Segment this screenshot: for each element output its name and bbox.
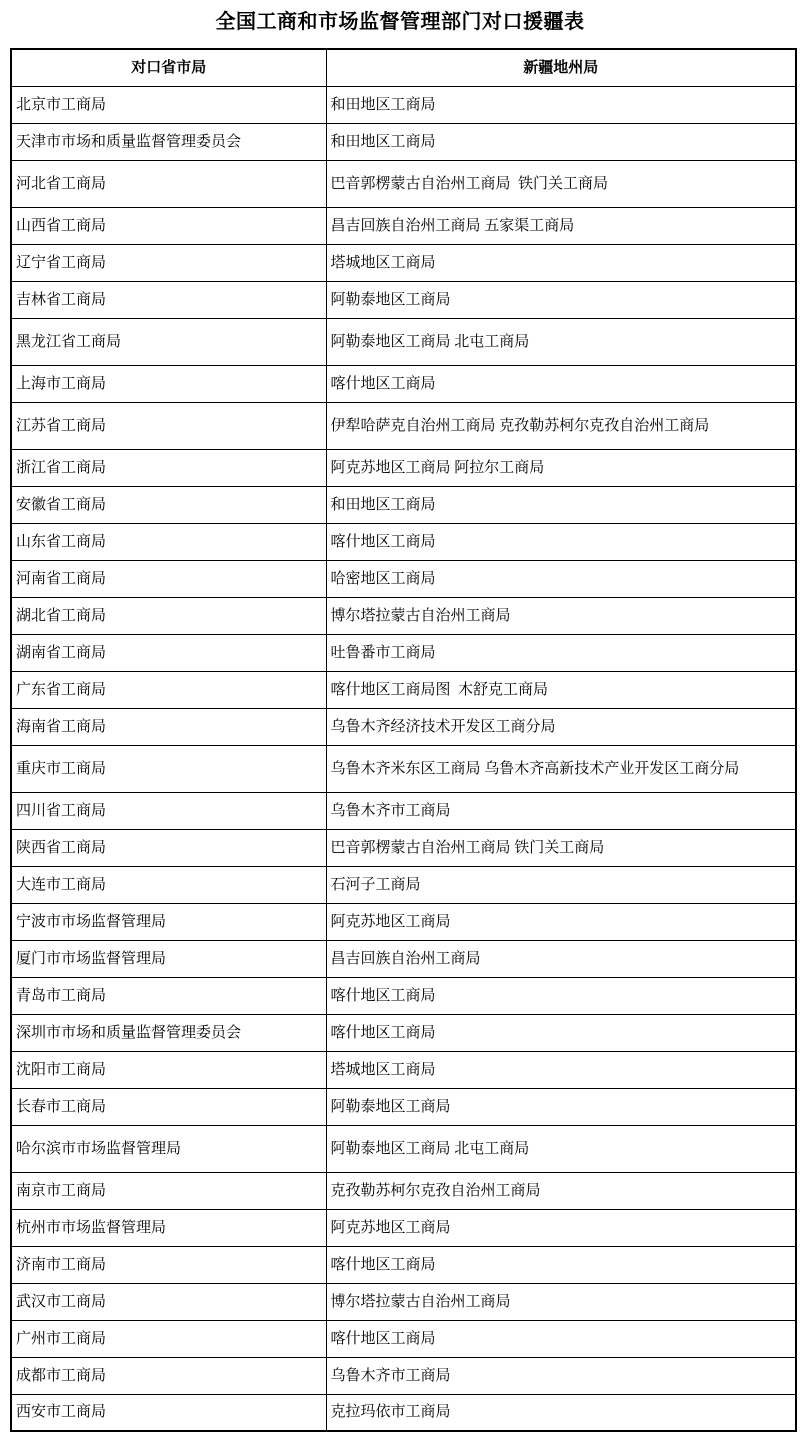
table-row [11,86,796,123]
province-bureau-cell: 长春市工商局 [11,1088,326,1125]
table-row [11,1172,796,1209]
xinjiang-bureau-cell: 博尔塔拉蒙古自治州工商局 [326,597,796,634]
table-row [11,207,796,244]
table-row [11,597,796,634]
header-row [11,49,796,86]
table-row [11,792,796,829]
xinjiang-bureau-cell: 喀什地区工商局 [326,1320,796,1357]
xinjiang-bureau-cell: 巴音郭楞蒙古自治州工商局 铁门关工商局 [326,829,796,866]
province-bureau-cell: 吉林省工商局 [11,281,326,318]
province-bureau-cell: 天津市市场和质量监督管理委员会 [11,123,326,160]
xinjiang-bureau-cell: 阿勒泰地区工商局 [326,1088,796,1125]
province-bureau-cell: 黑龙江省工商局 [11,318,326,365]
table-row [11,1357,796,1394]
xinjiang-bureau-cell: 喀什地区工商局 [326,1014,796,1051]
xinjiang-bureau-cell: 哈密地区工商局 [326,560,796,597]
table-row [11,866,796,903]
province-bureau-cell: 北京市工商局 [11,86,326,123]
table-row [11,402,796,449]
province-bureau-cell: 广州市工商局 [11,1320,326,1357]
province-bureau-cell: 上海市工商局 [11,365,326,402]
table-row [11,903,796,940]
table-header [11,49,796,86]
province-bureau-cell: 深圳市市场和质量监督管理委员会 [11,1014,326,1051]
xinjiang-bureau-cell: 和田地区工商局 [326,123,796,160]
table-row [11,365,796,402]
xinjiang-bureau-cell: 克拉玛依市工商局 [326,1394,796,1431]
xinjiang-bureau-cell: 昌吉回族自治州工商局 [326,940,796,977]
xinjiang-bureau-cell: 乌鲁木齐米东区工商局 乌鲁木齐高新技术产业开发区工商分局 [326,745,796,792]
xinjiang-bureau-cell: 阿克苏地区工商局 [326,1209,796,1246]
xinjiang-bureau-cell: 博尔塔拉蒙古自治州工商局 [326,1283,796,1320]
province-bureau-cell: 湖北省工商局 [11,597,326,634]
xinjiang-bureau-cell: 和田地区工商局 [326,486,796,523]
table-row [11,281,796,318]
province-bureau-cell: 成都市工商局 [11,1357,326,1394]
table-row [11,1014,796,1051]
province-bureau-cell: 沈阳市工商局 [11,1051,326,1088]
province-bureau-cell: 四川省工商局 [11,792,326,829]
table-row [11,1051,796,1088]
pairing-table [10,48,797,1432]
xinjiang-bureau-cell: 乌鲁木齐市工商局 [326,792,796,829]
table-row [11,745,796,792]
xinjiang-bureau-cell: 喀什地区工商局 [326,1246,796,1283]
xinjiang-bureau-cell: 喀什地区工商局 [326,523,796,560]
province-bureau-cell: 重庆市工商局 [11,745,326,792]
table-body [11,86,796,1431]
header-province-bureau: 对口省市局 [11,49,326,86]
page-title: 全国工商和市场监督管理部门对口援疆表 [215,11,585,33]
xinjiang-bureau-cell: 阿克苏地区工商局 [326,903,796,940]
table-row [11,1283,796,1320]
province-bureau-cell: 安徽省工商局 [11,486,326,523]
table-row [11,977,796,1014]
xinjiang-bureau-cell: 乌鲁木齐市工商局 [326,1357,796,1394]
province-bureau-cell: 杭州市市场监督管理局 [11,1209,326,1246]
province-bureau-cell: 山西省工商局 [11,207,326,244]
table-row [11,1125,796,1172]
province-bureau-cell: 广东省工商局 [11,671,326,708]
province-bureau-cell: 陕西省工商局 [11,829,326,866]
table-row [11,1088,796,1125]
xinjiang-bureau-cell: 吐鲁番市工商局 [326,634,796,671]
xinjiang-bureau-cell: 乌鲁木齐经济技术开发区工商分局 [326,708,796,745]
xinjiang-bureau-cell: 喀什地区工商局图 木舒克工商局 [326,671,796,708]
province-bureau-cell: 海南省工商局 [11,708,326,745]
table-row [11,449,796,486]
province-bureau-cell: 哈尔滨市市场监督管理局 [11,1125,326,1172]
xinjiang-bureau-cell: 克孜勒苏柯尔克孜自治州工商局 [326,1172,796,1209]
xinjiang-bureau-cell: 和田地区工商局 [326,86,796,123]
province-bureau-cell: 宁波市市场监督管理局 [11,903,326,940]
table-row [11,634,796,671]
xinjiang-bureau-cell: 塔城地区工商局 [326,1051,796,1088]
xinjiang-bureau-cell: 昌吉回族自治州工商局 五家渠工商局 [326,207,796,244]
province-bureau-cell: 西安市工商局 [11,1394,326,1431]
province-bureau-cell: 江苏省工商局 [11,402,326,449]
table-row [11,244,796,281]
table-row [11,671,796,708]
table-row [11,123,796,160]
province-bureau-cell: 河南省工商局 [11,560,326,597]
table-row [11,1209,796,1246]
province-bureau-cell: 河北省工商局 [11,160,326,207]
xinjiang-bureau-cell: 巴音郭楞蒙古自治州工商局 铁门关工商局 [326,160,796,207]
table-row [11,1246,796,1283]
xinjiang-bureau-cell: 伊犁哈萨克自治州工商局 克孜勒苏柯尔克孜自治州工商局 [326,402,796,449]
xinjiang-bureau-cell: 塔城地区工商局 [326,244,796,281]
province-bureau-cell: 南京市工商局 [11,1172,326,1209]
table-row [11,940,796,977]
xinjiang-bureau-cell: 喀什地区工商局 [326,365,796,402]
province-bureau-cell: 湖南省工商局 [11,634,326,671]
xinjiang-bureau-cell: 阿勒泰地区工商局 北屯工商局 [326,1125,796,1172]
table-row [11,523,796,560]
province-bureau-cell: 青岛市工商局 [11,977,326,1014]
table-row [11,829,796,866]
xinjiang-bureau-cell: 阿勒泰地区工商局 北屯工商局 [326,318,796,365]
province-bureau-cell: 大连市工商局 [11,866,326,903]
province-bureau-cell: 山东省工商局 [11,523,326,560]
province-bureau-cell: 济南市工商局 [11,1246,326,1283]
province-bureau-cell: 辽宁省工商局 [11,244,326,281]
province-bureau-cell: 厦门市市场监督管理局 [11,940,326,977]
xinjiang-bureau-cell: 喀什地区工商局 [326,977,796,1014]
xinjiang-bureau-cell: 阿克苏地区工商局 阿拉尔工商局 [326,449,796,486]
table-row [11,1320,796,1357]
header-xinjiang-bureau: 新疆地州局 [326,49,796,86]
xinjiang-bureau-cell: 石河子工商局 [326,866,796,903]
table-row [11,318,796,365]
xinjiang-bureau-cell: 阿勒泰地区工商局 [326,281,796,318]
table-row [11,1394,796,1431]
province-bureau-cell: 浙江省工商局 [11,449,326,486]
table-row [11,160,796,207]
table-row [11,486,796,523]
province-bureau-cell: 武汉市工商局 [11,1283,326,1320]
table-row [11,560,796,597]
table-row [11,708,796,745]
